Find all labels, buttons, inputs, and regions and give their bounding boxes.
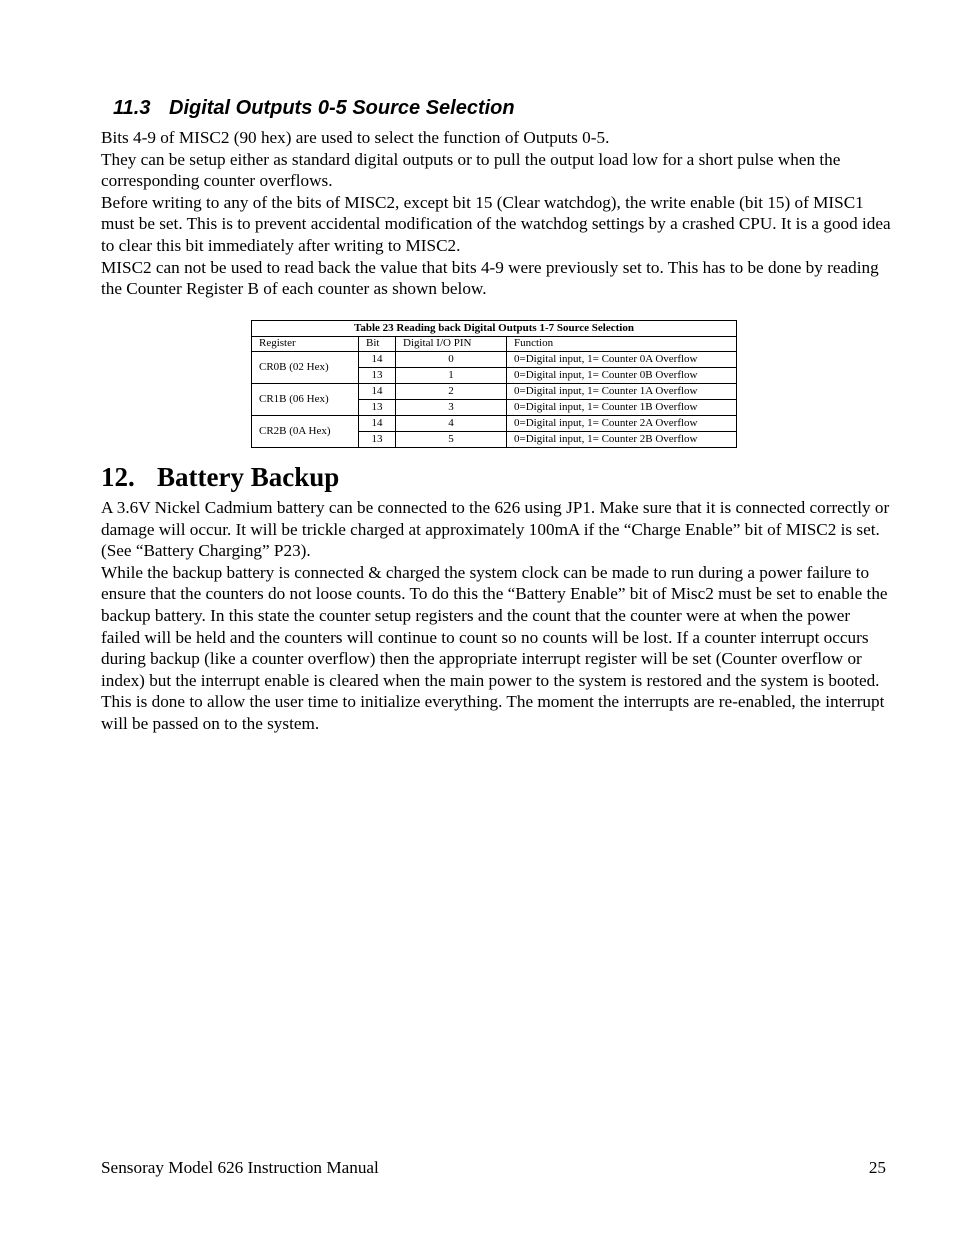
register-cell: CR0B (02 Hex) — [252, 352, 359, 384]
battery-heading — [101, 460, 339, 494]
table-row — [252, 384, 737, 400]
table-row — [252, 352, 737, 368]
section-heading — [113, 96, 515, 120]
header-register: Register — [252, 337, 359, 352]
bit-cell: 14 — [359, 384, 396, 400]
pin-cell: 5 — [396, 432, 507, 448]
bit-cell: 13 — [359, 368, 396, 384]
page-number: 25 — [868, 1158, 886, 1177]
battery-paragraph: While the backup battery is connected & charged the system clock can be made to run during a power failure to ensure that the counters do not loose counts. To do this the “Battery Enable” bit of Misc2 must be set to enable the backup battery. In this state the counter setup registers and the count that the counter were at when the power failed will be held and the counters will continue to count so no counts will be lost. If a counter interrupt occurs during backup (like a counter overflow) then the appropriate interrupt register will be set (Counter overflow or index) but the interrupt enable is cleared when the main power to the system is restored and the system is booted. This is done to allow the user time to initialize everything. The moment the interrupts are re-enabled, the interrupt will be passed on to the system. — [101, 562, 888, 733]
function-cell: 0=Digital input, 1= Counter 0B Overflow — [507, 368, 737, 384]
pin-cell: 3 — [396, 400, 507, 416]
footer-title: Sensoray Model 626 Instruction Manual — [101, 1158, 379, 1177]
battery-title: Battery Backup — [157, 462, 340, 492]
table-caption: Table 23 Reading back Digital Outputs 1-7 Source Selection — [251, 320, 737, 336]
section-body — [101, 127, 891, 300]
pin-cell: 4 — [396, 416, 507, 432]
battery-paragraph: A 3.6V Nickel Cadmium battery can be connected to the 626 using JP1. Make sure that it is connected correctly or damage will occur. It will be trickle charged at approximately 100mA if the “Charge Enable” bit of MISC2 is set.(See “Battery Charging” P23). — [101, 498, 890, 561]
function-cell: 0=Digital input, 1= Counter 2B Overflow — [507, 432, 737, 448]
function-cell: 0=Digital input, 1= Counter 2A Overflow — [507, 416, 737, 432]
section-title: Digital Outputs 0-5 Source Selection — [169, 97, 515, 119]
pin-cell: 0 — [396, 352, 507, 368]
pin-cell: 1 — [396, 368, 507, 384]
bit-cell: 13 — [359, 432, 396, 448]
bit-cell: 14 — [359, 416, 396, 432]
section-paragraph: Before writing to any of the bits of MISC2, except bit 15 (Clear watchdog), the write enable (bit 15) of MISC1 must be set. This is to prevent accidental modification of the watchdog settings by a crashed CPU. It is a good idea to clear this bit immediately after writing to MISC2. — [101, 192, 891, 255]
bit-cell: 13 — [359, 400, 396, 416]
section-paragraph: Bits 4-9 of MISC2 (90 hex) are used to select the function of Outputs 0-5. — [101, 128, 610, 147]
battery-body — [101, 497, 891, 735]
header-bit: Bit — [359, 337, 396, 352]
function-cell: 0=Digital input, 1= Counter 1B Overflow — [507, 400, 737, 416]
register-cell: CR1B (06 Hex) — [252, 384, 359, 416]
battery-number: 12. — [101, 462, 135, 492]
table-header-row — [252, 337, 737, 352]
table-row — [252, 416, 737, 432]
section-paragraph: They can be setup either as standard digital outputs or to pull the output load low for a short pulse when the corresponding counter overflows. — [101, 149, 841, 191]
header-pin: Digital I/O PIN — [396, 337, 507, 352]
source-selection-table — [251, 320, 737, 448]
header-function: Function — [507, 337, 737, 352]
register-cell: CR2B (0A Hex) — [252, 416, 359, 448]
function-cell: 0=Digital input, 1= Counter 1A Overflow — [507, 384, 737, 400]
bit-cell: 14 — [359, 352, 396, 368]
section-paragraph: MISC2 can not be used to read back the value that bits 4-9 were previously set to. This has to be done by reading the Counter Register B of each counter as shown below. — [101, 257, 879, 299]
section-number: 11.3 — [113, 97, 151, 119]
function-cell: 0=Digital input, 1= Counter 0A Overflow — [507, 352, 737, 368]
pin-cell: 2 — [396, 384, 507, 400]
